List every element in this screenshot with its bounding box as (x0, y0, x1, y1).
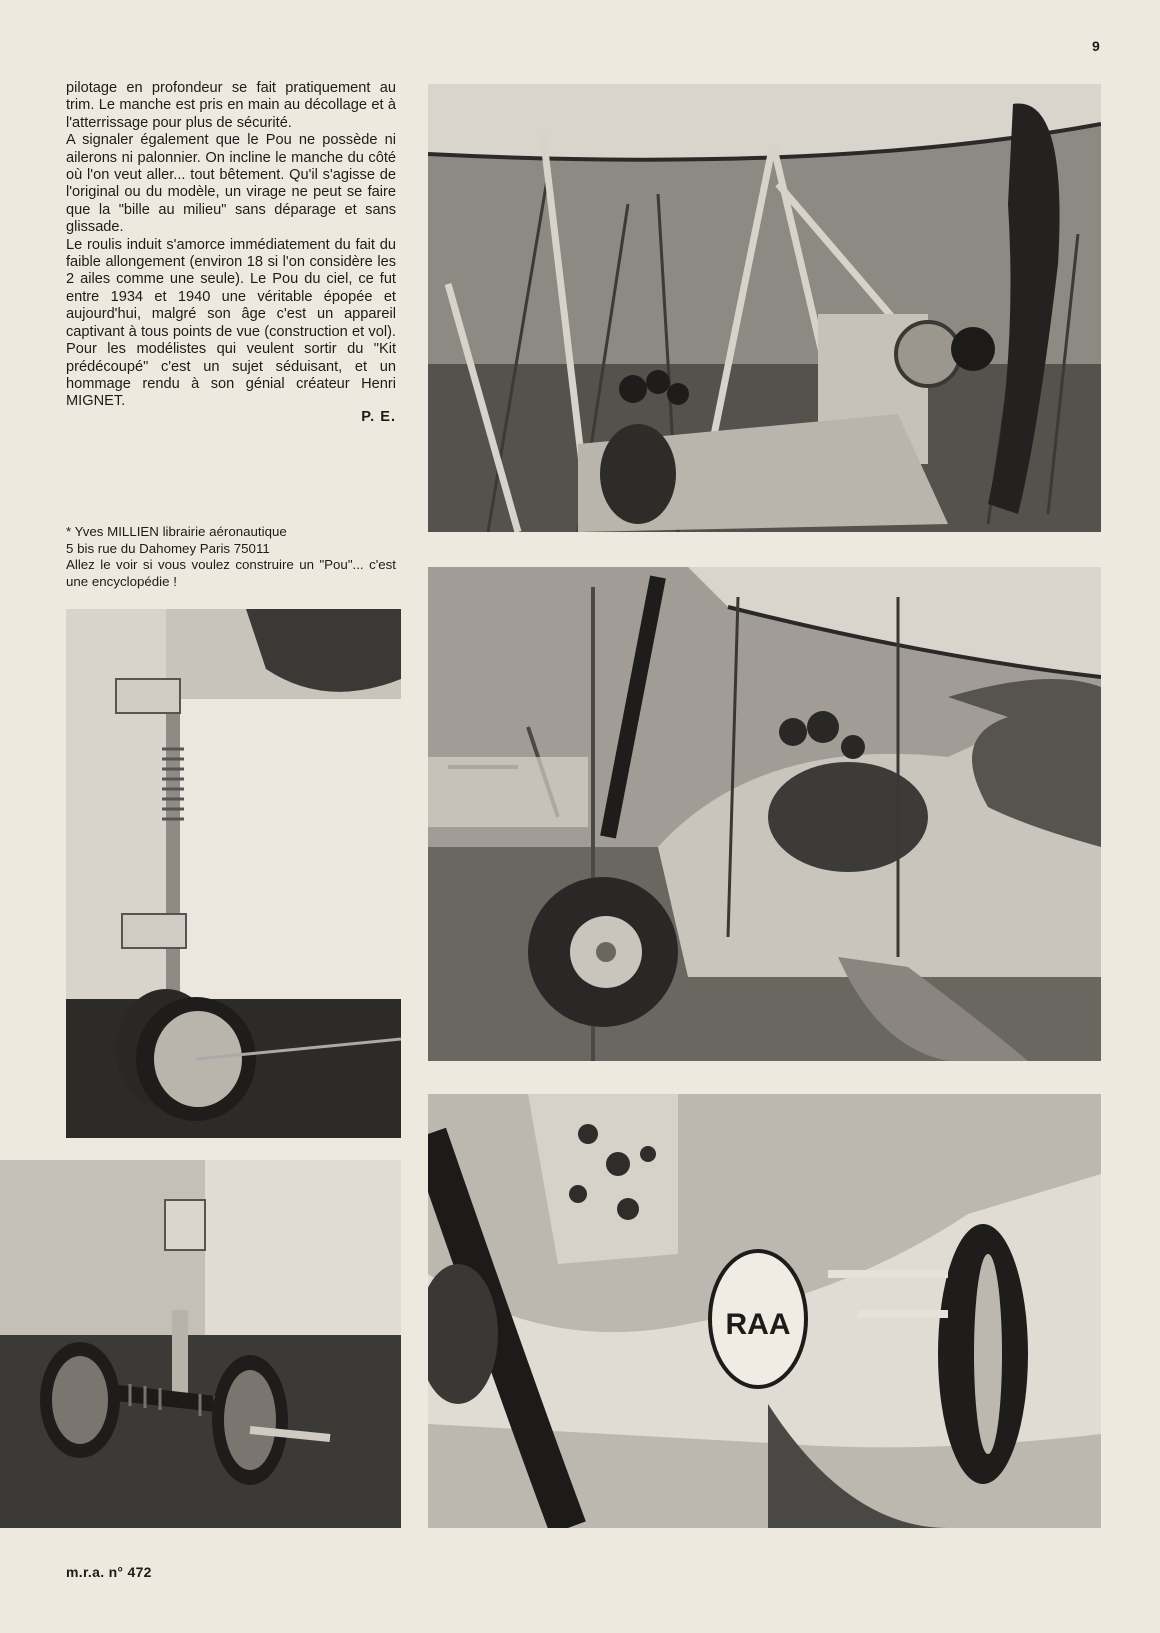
roundel-text: RAA (725, 1308, 791, 1341)
author-signature: P. E. (361, 408, 396, 425)
photo-roundel-closeup-image (428, 1094, 1101, 1528)
photo-side-landing-gear (428, 567, 1101, 1061)
article-paragraph-3: Le roulis induit s'amorce immédiatement du fait du faible allongement (environ 18 si l'on considère les 2 ailes comme une seule). Le Pou du ciel, ce fut entre 1934 et 1940 une véritable épopée et aujourd'hui, malgré son âge c'est un appareil captivant à tous points de vue (construction et vol). Pour les modélistes qui veulent sortir du "Kit prédécoupé" c'est un sujet séduisant, et un hommage rendu à son génial créateur Henri MIGNET. (66, 236, 396, 410)
photo-side-landing-gear-image (428, 567, 1101, 1061)
article-paragraph-1: pilotage en profondeur se fait pratiquement au trim. Le manche est pris en main au décollage et à l'atterrissage pour plus de sécurité. (66, 80, 396, 131)
footnote (66, 524, 396, 590)
footer-magazine-issue: m.r.a. n° 472 (66, 1564, 152, 1580)
article-text (66, 80, 396, 426)
photo-gear-strut-image (66, 609, 401, 1138)
photo-engine-cockpit-image (428, 84, 1101, 532)
photo-engine-cockpit (428, 84, 1101, 532)
article-paragraph-2: A signaler également que le Pou ne possède ni ailerons ni palonnier. On incline le manche du côté où l'on veut aller... tout bêtement. Qu'il s'agisse de l'original ou du modèle, un virage ne peut se faire que la "bille au milieu" sans déparage et sans glissade. (66, 132, 396, 236)
photo-rear-gear-image (0, 1160, 401, 1528)
footnote-line-1: * Yves MILLIEN librairie aéronautique (66, 524, 287, 539)
page-number: 9 (1092, 38, 1100, 54)
photo-gear-strut (66, 609, 401, 1138)
photo-rear-gear (0, 1160, 401, 1528)
photo-roundel-closeup (428, 1094, 1101, 1528)
footnote-line-2: 5 bis rue du Dahomey Paris 75011 (66, 540, 270, 556)
footnote-line-3: Allez le voir si vous voulez construire un "Pou"... c'est une encyclopédie ! (66, 557, 396, 589)
